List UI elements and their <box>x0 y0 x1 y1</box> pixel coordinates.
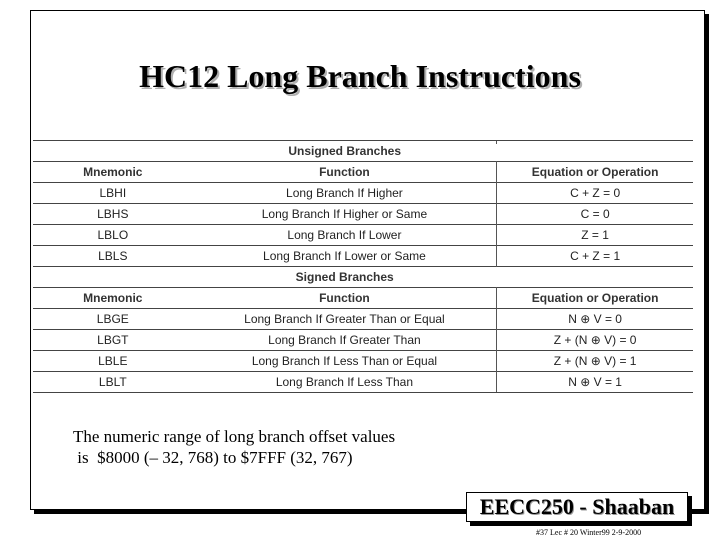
note-line-2: is $8000 (– 32, 768) to $7FFF (32, 767) <box>73 448 353 467</box>
branch-table <box>33 140 693 393</box>
equation-cell: N ⊕ V = 1 <box>497 372 693 393</box>
table-row <box>33 204 693 225</box>
table-row <box>33 351 693 372</box>
unsigned-section-label: Unsigned Branches <box>193 141 497 162</box>
equation-cell: C + Z = 0 <box>497 183 693 204</box>
function-cell: Long Branch If Less Than <box>193 372 497 393</box>
mnemonic-cell: LBHI <box>33 183 193 204</box>
col-header-mnemonic: Mnemonic <box>33 162 193 183</box>
col-header-equation: Equation or Operation <box>497 288 693 309</box>
unsigned-section-row <box>33 141 693 162</box>
equation-cell: Z = 1 <box>497 225 693 246</box>
table-row <box>33 309 693 330</box>
equation-cell: Z + (N ⊕ V) = 1 <box>497 351 693 372</box>
mnemonic-cell: LBLS <box>33 246 193 267</box>
slide-title: HC12 Long Branch Instructions <box>139 58 581 94</box>
signed-section-row <box>33 267 693 288</box>
mnemonic-cell: LBLT <box>33 372 193 393</box>
table-row <box>33 330 693 351</box>
function-cell: Long Branch If Less Than or Equal <box>193 351 497 372</box>
col-header-mnemonic: Mnemonic <box>33 288 193 309</box>
function-cell: Long Branch If Greater Than or Equal <box>193 309 497 330</box>
mnemonic-cell: LBLE <box>33 351 193 372</box>
signed-section-label: Signed Branches <box>193 267 497 288</box>
function-cell: Long Branch If Higher or Same <box>193 204 497 225</box>
col-header-function: Function <box>193 288 497 309</box>
table-row <box>33 246 693 267</box>
equation-cell: C + Z = 1 <box>497 246 693 267</box>
function-cell: Long Branch If Higher <box>193 183 497 204</box>
table-row <box>33 225 693 246</box>
equation-cell: C = 0 <box>497 204 693 225</box>
course-badge: EECC250 - Shaaban <box>466 492 688 522</box>
mnemonic-cell: LBLO <box>33 225 193 246</box>
unsigned-header-row <box>33 162 693 183</box>
mnemonic-cell: LBGE <box>33 309 193 330</box>
col-header-equation: Equation or Operation <box>497 162 693 183</box>
mnemonic-cell: LBGT <box>33 330 193 351</box>
slide-footer: #37 Lec # 20 Winter99 2-9-2000 <box>536 528 642 537</box>
equation-cell: N ⊕ V = 0 <box>497 309 693 330</box>
mnemonic-cell: LBHS <box>33 204 193 225</box>
col-header-function: Function <box>193 162 497 183</box>
note-line-1: The numeric range of long branch offset values <box>73 427 396 446</box>
function-cell: Long Branch If Lower <box>193 225 497 246</box>
function-cell: Long Branch If Greater Than <box>193 330 497 351</box>
signed-header-row <box>33 288 693 309</box>
function-cell: Long Branch If Lower or Same <box>193 246 497 267</box>
equation-cell: Z + (N ⊕ V) = 0 <box>497 330 693 351</box>
table-row <box>33 372 693 393</box>
offset-range-note <box>73 426 395 468</box>
table-row <box>33 183 693 204</box>
